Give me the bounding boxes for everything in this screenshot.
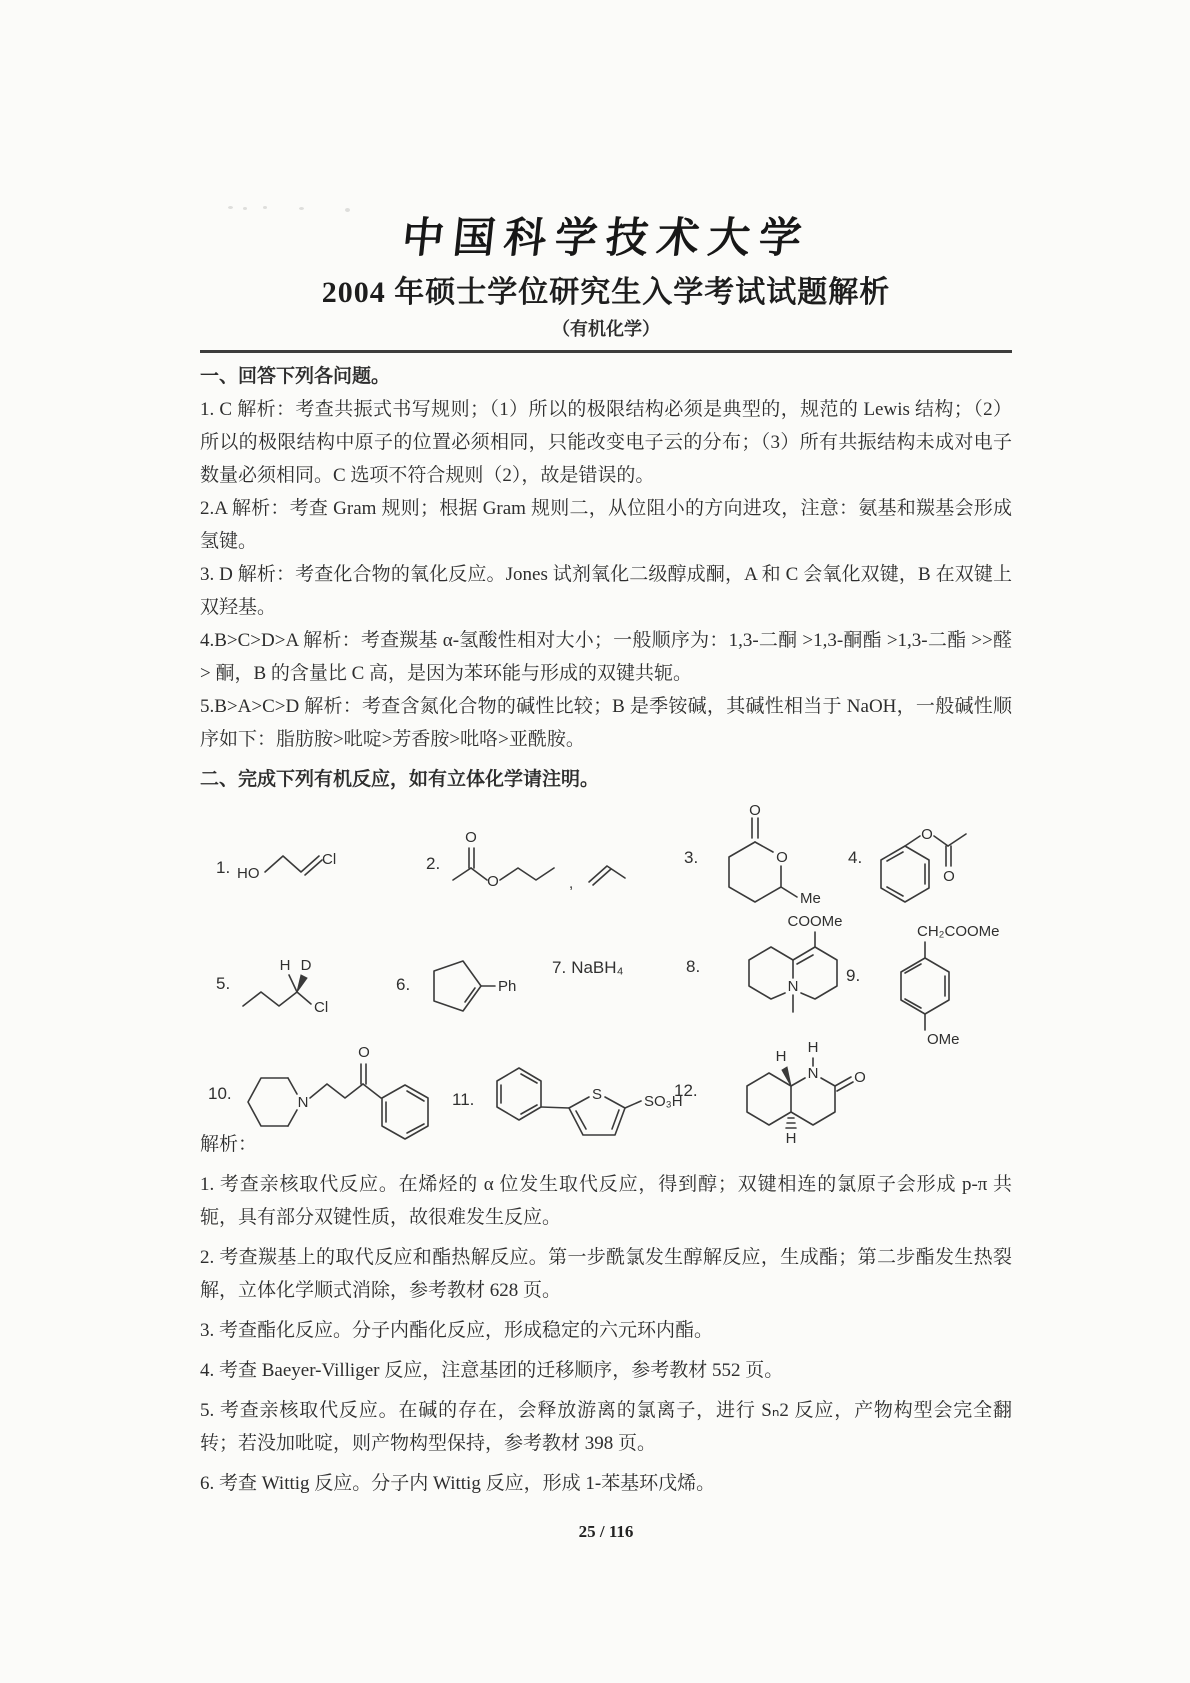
double-bond [305, 860, 322, 875]
benzene-ring [901, 958, 949, 1014]
section1-heading: 一、回答下列各问题。 [200, 366, 391, 387]
atom-label-h-stereo-top: H [775, 1048, 787, 1065]
atom-label-o: O [749, 802, 762, 819]
hash-bond [786, 1118, 796, 1128]
molecule-drawing [415, 946, 523, 1024]
structure-number: 12. [674, 1081, 698, 1100]
bond [289, 975, 297, 992]
analysis-heading: 解析： [200, 1134, 258, 1155]
atom-label-cl: Cl [314, 999, 329, 1016]
molecule-drawing [703, 802, 823, 914]
subject-label: （有机化学） [552, 319, 660, 339]
wedge-bond [297, 975, 307, 992]
section2-heading: 二、完成下列有机反应，如有立体化学请注明。 [200, 769, 600, 790]
cyclopentene-ring [434, 961, 481, 1011]
structure-6-phenylcyclopentene [396, 946, 523, 1024]
atom-label-ring-o: O [776, 849, 789, 866]
atom-label-o: O [357, 1044, 370, 1061]
bond [310, 1084, 363, 1098]
analysis-item-5: 5. 考查亲核取代反应。在碱的存在，会释放游离的氯离子，进行 Sₙ2 反应，产物构型会完全翻转；若没加吡啶，则产物构型保持，参考教材 398 页。 [200, 1400, 1012, 1454]
structure-number: 7. [552, 958, 567, 977]
atom-label-h-stereo-bottom: H [785, 1130, 797, 1147]
molecule-drawing [235, 944, 351, 1024]
structure-number: 9. [846, 966, 861, 985]
benzene-ring [497, 1068, 541, 1120]
structure-2-propyl-acetate-propene [426, 824, 641, 904]
bond [288, 1078, 297, 1126]
molecule-drawing [479, 1052, 691, 1148]
atom-label-n: N [807, 1065, 819, 1082]
page-number: 25 / 116 [578, 1522, 634, 1541]
analysis-item-3: 3. 考查酯化反应。分子内酯化反应，形成稳定的六元环内酯。 [200, 1320, 714, 1341]
structure-4-phenyl-acetate [848, 806, 997, 910]
atom-label-o: O [487, 873, 500, 890]
bond [589, 866, 625, 882]
atom-label-h-amide: H [807, 1039, 819, 1056]
analysis-section [200, 1128, 1012, 1500]
double-bond [469, 848, 474, 868]
group-label-coome: COOMe [787, 913, 843, 930]
analysis-item-2: 2. 考查羰基上的取代反应和酯热解反应。第一步酰氯发生醇解反应，生成酯；第二步酯发生热裂解，立体化学顺式消除，参考教材 628 页。 [200, 1247, 1012, 1301]
double-bond [887, 852, 925, 896]
atom-label-ph: Ph [498, 978, 517, 995]
structure-number: 10. [208, 1084, 232, 1103]
bond [905, 836, 920, 846]
double-bond [361, 1064, 366, 1084]
header-rule [200, 350, 1012, 353]
answer-item-1: 1. C 解析：考查共振式书写规则；（1）所以的极限结构必须是典型的，规范的 Lewis 结构；（2）所以的极限结构中原子的位置必须相同，只能改变电子云的分布；（3）所有共振结构未成对电子数量必须相同。C 选项不符合规则（2），故是错误的。 [200, 399, 1012, 486]
double-bond [905, 964, 945, 1008]
atom-label-n: N [297, 1094, 309, 1111]
double-bond [752, 818, 758, 838]
structure-number: 2. [426, 854, 441, 873]
bond [541, 1107, 569, 1108]
group-label-so3h: SO₃H [644, 1093, 683, 1110]
piperidine-ring [248, 1078, 288, 1126]
bond [625, 1101, 641, 1108]
structure-3-methyl-lactone [684, 802, 823, 914]
analysis-item-6: 6. 考查 Wittig 反应。分子内 Wittig 反应，形成 1-苯基环戊烯。 [200, 1473, 716, 1494]
double-bond [501, 1074, 537, 1114]
comma-separator: , [569, 875, 574, 892]
atom-label-o: O [465, 829, 478, 846]
structure-11-phenylthiophene-sulfonic-acid [452, 1052, 691, 1148]
molecule-drawing [865, 902, 1007, 1050]
structure-number: 11. [452, 1090, 475, 1109]
bond [471, 868, 487, 880]
atom-label-s: S [592, 1086, 603, 1103]
group-label-ch2coome: CH₂COOMe [917, 923, 1000, 940]
structure-12-decahydroquinolinone [674, 1028, 875, 1154]
atom-label-h: H [279, 957, 291, 974]
benzene-ring [382, 1085, 428, 1139]
atom-label-n: N [787, 978, 799, 995]
answer-item-3: 3. D 解析：考查化合物的氧化反应。Jones 试剂氧化二级醇成酮，A 和 C 会氧化双键，B 在双键上双羟基。 [200, 564, 1012, 618]
bond [297, 992, 311, 1004]
answer-item-5: 5.B>A>C>D 解析：考查含氮化合物的碱性比较；B 是季铵碱，其碱性相当于 NaOH，一般碱性顺序如下：脂肪胺>吡啶>芳香胺>吡咯>亚酰胺。 [200, 696, 1012, 750]
analysis-item-1: 1. 考查亲核取代反应。在烯烃的 α 位发生取代反应，得到醇；双键相连的氯原子会形成 p-π 共轭，具有部分双键性质，故很难发生反应。 [200, 1174, 1012, 1228]
structure-number: 8. [686, 957, 701, 976]
structure-5-chlorodeuteriobutane [216, 944, 351, 1024]
bond [791, 1078, 805, 1086]
analysis-item-4: 4. 考查 Baeyer-Villiger 反应，注意基团的迁移顺序，参考教材 552 页。 [200, 1360, 784, 1381]
structure-10-piperidinopropiophenone [208, 1038, 441, 1150]
group-label-ome: OMe [927, 1031, 960, 1048]
reagent-formula: NaBH₄ [571, 958, 624, 977]
cyclohexane-ring [747, 1073, 791, 1125]
structure-number: 5. [216, 974, 231, 993]
lactam-ring [791, 1078, 835, 1125]
double-bond [386, 1091, 424, 1133]
atom-label-me: Me [800, 890, 822, 907]
double-bond [946, 846, 951, 866]
molecule-drawing [867, 806, 997, 910]
structure-8-quinolizidine-ester [686, 908, 865, 1026]
bond [363, 1084, 381, 1098]
molecule-drawing [703, 1028, 875, 1154]
molecule-drawing [705, 908, 865, 1026]
double-bond [576, 1110, 619, 1129]
double-bond [835, 1077, 853, 1091]
structure-number: 6. [396, 975, 411, 994]
molecule-drawing [235, 844, 347, 892]
atom-label-d: D [300, 957, 312, 974]
structure-number: 4. [848, 848, 863, 867]
bond [243, 992, 297, 1006]
atom-label-o: O [943, 868, 956, 885]
bond [934, 836, 948, 846]
structure-number: 3. [684, 848, 699, 867]
bond [729, 842, 781, 902]
molecule-drawing [237, 1038, 441, 1150]
bond [948, 834, 966, 846]
double-bond [465, 988, 475, 1002]
molecule-drawing [445, 824, 641, 904]
structure-1-chloroallyl-alcohol [216, 844, 347, 892]
bond [755, 842, 773, 852]
bond [793, 947, 837, 999]
answer-item-4: 4.B>C>D>A 解析：考查羰基 α-氢酸性相对大小；一般顺序为：1,3-二酮 >1,3-酮酯 >1,3-二酯 >>醛 > 酮，B 的含量比 C 高，是因为苯环能与形成的双键共轭。 [200, 630, 1012, 684]
answer-item-2: 2.A 解析：考查 Gram 规则；根据 Gram 规则二，从位阻小的方向进攻，注意：氨基和羰基会形成氢键。 [200, 498, 1012, 552]
atom-label-cl: Cl [322, 851, 337, 868]
page-content [200, 0, 1012, 1542]
atom-label-o: O [853, 1069, 866, 1086]
atom-label-o: O [921, 826, 934, 843]
bond [453, 868, 471, 880]
benzene-ring [881, 846, 929, 902]
document-title: 2004 年硕士学位研究生入学考试试题解析 [321, 276, 891, 309]
university-title [200, 0, 1012, 264]
structure-number: 1. [216, 858, 231, 877]
structure-7-nabh4 [552, 958, 623, 978]
bond [500, 868, 554, 880]
university-title-text: 中国科学技术大学 [399, 216, 813, 262]
bond [749, 947, 793, 999]
atom-label-ho: HO [237, 865, 260, 882]
bond [781, 887, 797, 897]
